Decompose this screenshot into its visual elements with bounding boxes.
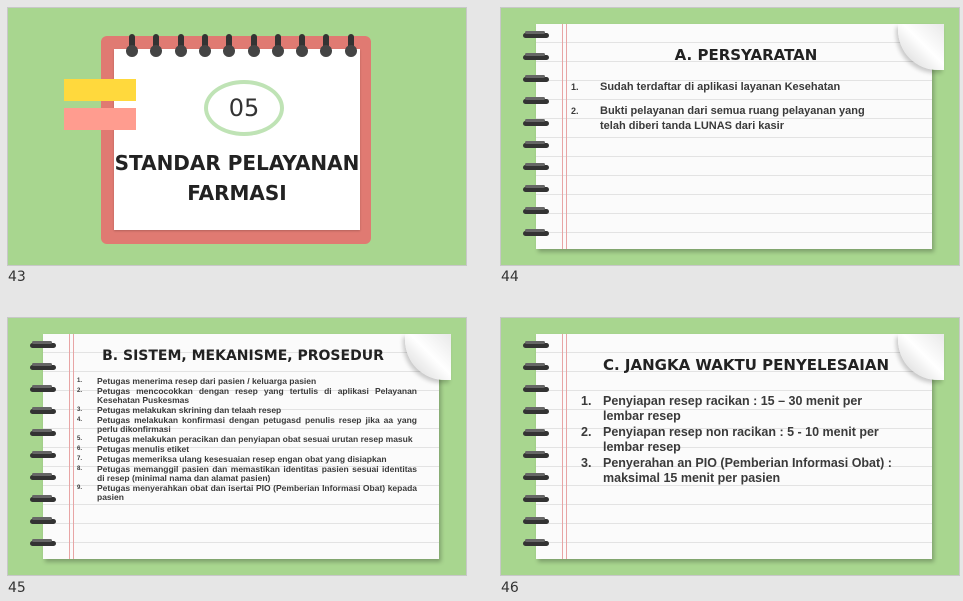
- item-text: Petugas memanggil pasien dan memastikan identitas pasien sesuai identitas di resep (minimal nama dan alamat pasien): [97, 464, 417, 483]
- procedure-list: [77, 377, 417, 503]
- spiral-coil: [523, 453, 549, 458]
- margin-line: [69, 334, 70, 559]
- slide-thumbnail-44[interactable]: [500, 7, 960, 266]
- spiral-coil: [523, 519, 549, 524]
- slide-title-line1: STANDAR PELAYANAN: [114, 151, 360, 175]
- spiral-coil: [30, 431, 56, 436]
- item-number: 8.: [77, 466, 83, 472]
- item-number: 7.: [77, 456, 83, 462]
- binder-ring: [275, 34, 281, 51]
- spiral-coil: [523, 387, 549, 392]
- spiral-coil: [30, 453, 56, 458]
- list-item: [571, 104, 891, 134]
- list-item: [571, 80, 891, 95]
- slide-thumbnail-45[interactable]: [7, 317, 467, 576]
- item-text: Bukti pelayanan dari semua ruang pelayanan yang telah diberi tanda LUNAS dari kasir: [600, 105, 865, 132]
- spiral-coil: [523, 475, 549, 480]
- item-text: Petugas melakukan skrining dan telaah resep: [97, 405, 282, 415]
- item-text: Penyerahan an PIO (Pemberian Informasi Obat) : maksimal 15 menit per pasien: [603, 456, 892, 485]
- item-number: 4.: [77, 417, 83, 423]
- spiral-coil: [523, 497, 549, 502]
- item-text: Sudah terdaftar di aplikasi layanan Kesehatan: [600, 81, 841, 93]
- list-item: [77, 377, 417, 386]
- list-item: [77, 455, 417, 464]
- item-text: Petugas menyerahkan obat dan isertai PIO (Pemberian Informasi Obat) kepada pasien: [97, 483, 417, 502]
- list-item: [77, 465, 417, 483]
- list-item: [77, 435, 417, 444]
- binder-ring: [129, 34, 135, 51]
- item-text: Petugas menerima resep dari pasien / keluarga pasien: [97, 376, 317, 386]
- spiral-coil: [523, 231, 549, 236]
- spiral-coil: [523, 143, 549, 148]
- slide-number: 45: [8, 580, 26, 596]
- margin-line: [73, 334, 74, 559]
- binder-ring: [299, 34, 305, 51]
- item-text: Penyiapan resep non racikan : 5 - 10 menit per lembar resep: [603, 425, 879, 454]
- binder-ring: [202, 34, 208, 51]
- binder-ring: [153, 34, 159, 51]
- list-item: [77, 484, 417, 502]
- spiral-coil: [523, 431, 549, 436]
- slide-title: A. PERSYARATAN: [674, 46, 818, 64]
- spiral-coil: [523, 33, 549, 38]
- spiral-coil: [523, 55, 549, 60]
- list-item: [77, 416, 417, 434]
- spiral-coil: [523, 343, 549, 348]
- list-item: [581, 425, 901, 455]
- section-number-badge: [204, 80, 284, 136]
- item-text: Penyiapan resep racikan : 15 – 30 menit per lembar resep: [603, 394, 863, 423]
- sticky-note-yellow: [64, 79, 136, 101]
- binder-ring: [323, 34, 329, 51]
- spiral-coil: [30, 519, 56, 524]
- spiral-coil: [523, 77, 549, 82]
- spiral-coil: [30, 541, 56, 546]
- item-text: Petugas menulis etiket: [97, 444, 190, 454]
- item-text: Petugas mencocokkan dengan resep yang tertulis di aplikasi Pelayanan Kesehatan Puskesmas: [97, 386, 417, 405]
- list-item: [77, 406, 417, 415]
- slide-number: 46: [501, 580, 519, 596]
- list-item: [77, 387, 417, 405]
- item-text: Petugas melakukan konfirmasi dengan petugasd penulis resep jika aa yang perlu dikonfirmasi: [97, 415, 417, 434]
- slide-title: [114, 148, 360, 208]
- binder-ring: [251, 34, 257, 51]
- list-item: [77, 445, 417, 454]
- spiral-coil: [30, 365, 56, 370]
- binder-ring: [178, 34, 184, 51]
- spiral-coil: [523, 165, 549, 170]
- item-text: Petugas memeriksa ulang kesesuaian resep engan obat yang disiapkan: [97, 454, 387, 464]
- spiral-coil: [523, 209, 549, 214]
- item-number: 1.: [571, 82, 579, 92]
- spiral-coil: [523, 187, 549, 192]
- item-number: 2.: [77, 388, 83, 394]
- item-number: 2.: [571, 106, 579, 116]
- section-number: 05: [228, 94, 260, 122]
- binder-ring: [348, 34, 354, 51]
- spiral-coil: [523, 409, 549, 414]
- item-number: 5.: [77, 436, 83, 442]
- spiral-coil: [30, 387, 56, 392]
- item-number: 3.: [77, 407, 83, 413]
- list-item: [581, 394, 901, 424]
- spiral-coil: [30, 475, 56, 480]
- slide-thumbnail-46[interactable]: [500, 317, 960, 576]
- slide-title: B. SISTEM, MEKANISME, PROSEDUR: [102, 348, 384, 364]
- binder-ring: [226, 34, 232, 51]
- spiral-coil: [523, 121, 549, 126]
- list-item: [581, 456, 901, 486]
- slide-number: 43: [8, 269, 26, 285]
- spiral-coil: [30, 343, 56, 348]
- slide-title-line2: FARMASI: [187, 181, 287, 205]
- item-number: 1.: [77, 378, 83, 384]
- spiral-coil: [30, 497, 56, 502]
- slide-thumbnail-43[interactable]: [7, 7, 467, 266]
- sticky-note-pink: [64, 108, 136, 130]
- spiral-coil: [30, 409, 56, 414]
- slide-number: 44: [501, 269, 519, 285]
- duration-list: [581, 394, 901, 486]
- slide-title: C. JANGKA WAKTU PENYELESAIAN: [602, 356, 890, 374]
- spiral-coil: [523, 365, 549, 370]
- item-number: 2.: [581, 425, 592, 439]
- item-number: 1.: [581, 394, 592, 408]
- item-number: 9.: [77, 485, 83, 491]
- spiral-coil: [523, 99, 549, 104]
- requirements-list: [571, 80, 891, 134]
- item-number: 6.: [77, 446, 83, 452]
- spiral-coil: [523, 541, 549, 546]
- item-text: Petugas melakukan peracikan dan penyiapan obat sesuai urutan resep masuk: [97, 434, 413, 444]
- item-number: 3.: [581, 456, 592, 470]
